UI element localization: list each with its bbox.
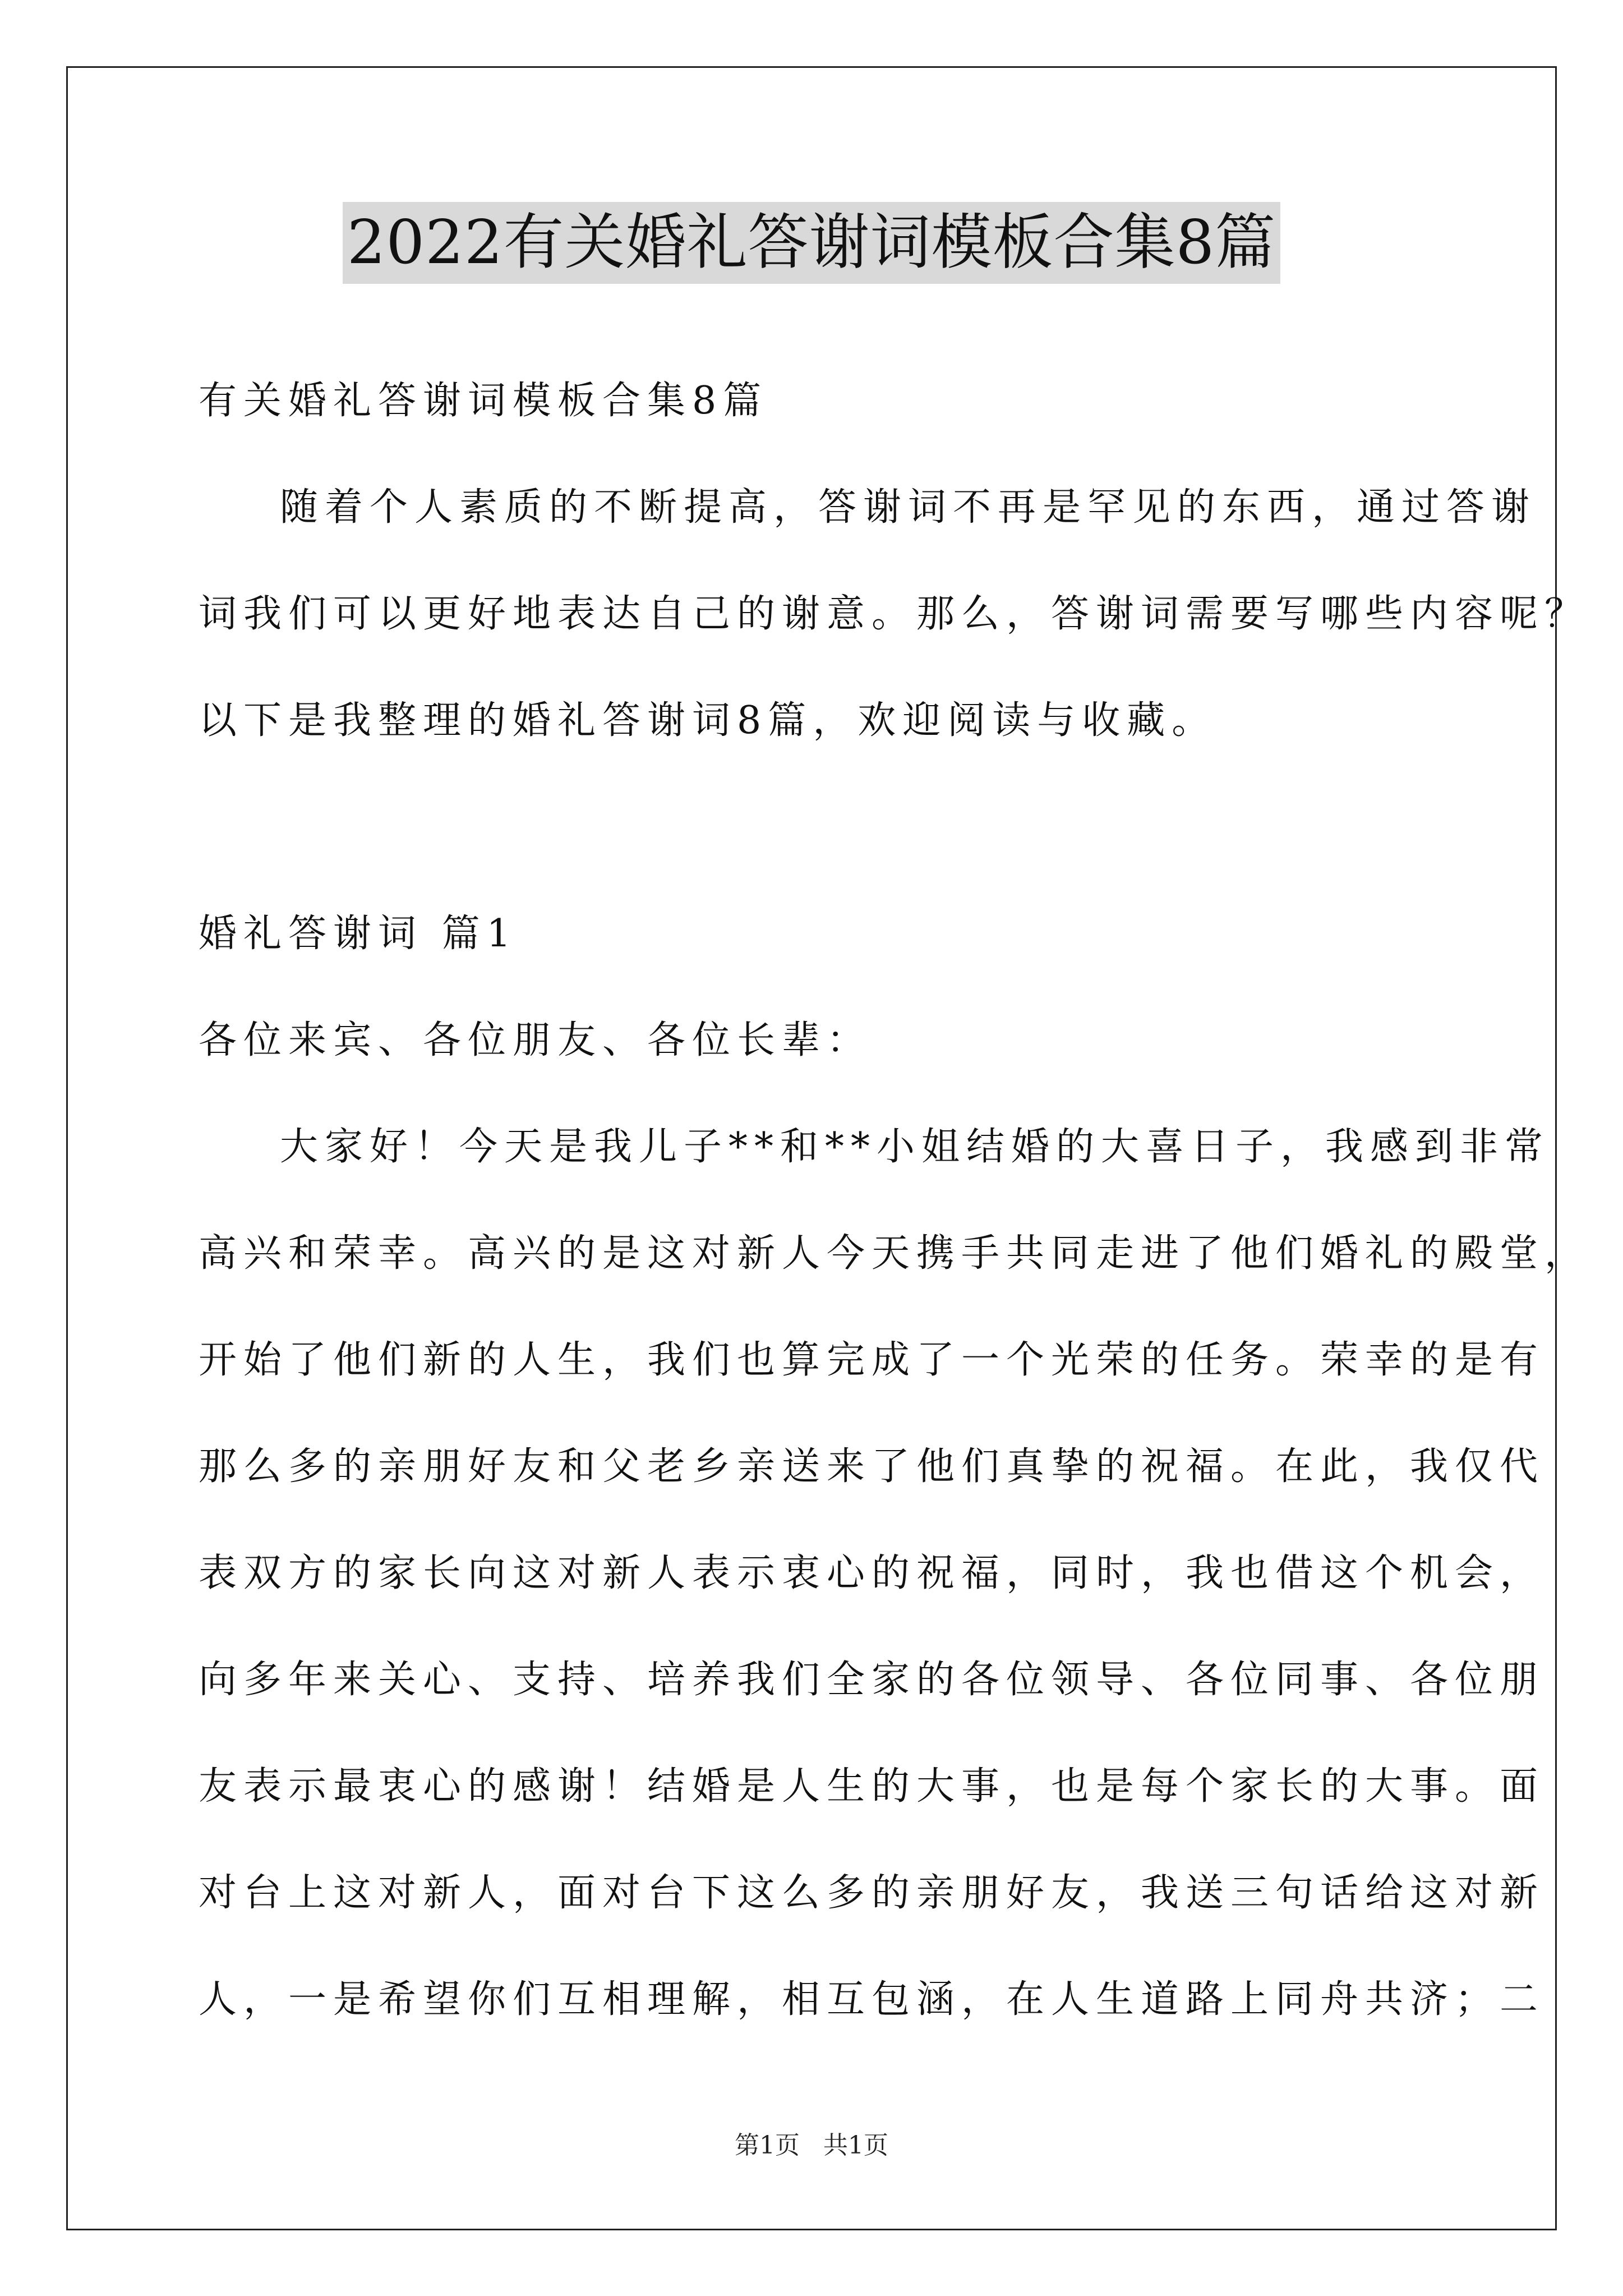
body-line: 向多年来关心、支持、培养我们全家的各位领导、各位同事、各位朋 [199, 1658, 1545, 1702]
document-body [199, 348, 1590, 2053]
intro-line: 随着个人素质的不断提高，答谢词不再是罕见的东西，通过答谢 [280, 485, 1537, 530]
page-number-total: 共1页 [823, 2131, 888, 2160]
body-line: 开始了他们新的人生，我们也算完成了一个光荣的任务。荣幸的是有 [199, 1338, 1545, 1382]
body-line: 人，一是希望你们互相理解，相互包涵，在人生道路上同舟共济；二 [199, 1977, 1545, 2022]
document-subtitle: 有关婚礼答谢词模板合集8篇 [199, 379, 768, 423]
intro-line: 词我们可以更好地表达自己的谢意。那么，答谢词需要写哪些内容呢？ [199, 592, 1590, 636]
page-number-current: 第1页 [735, 2131, 800, 2160]
body-line: 表双方的家长向这对新人表示衷心的祝福，同时，我也借这个机会， [199, 1551, 1545, 1595]
page-footer [0, 2129, 1623, 2162]
salutation: 各位来宾、各位朋友、各位长辈： [199, 1018, 872, 1062]
body-line: 那么多的亲朋好友和父老乡亲送来了他们真挚的祝福。在此，我仅代 [199, 1444, 1545, 1489]
paragraph-gap [199, 774, 1472, 881]
document-title: 2022有关婚礼答谢词模板合集8篇 [343, 202, 1281, 284]
title-container [0, 202, 1623, 284]
intro-line: 以下是我整理的婚礼答谢词8篇，欢迎阅读与收藏。 [199, 698, 1217, 743]
body-line: 高兴和荣幸。高兴的是这对新人今天携手共同走进了他们婚礼的殿堂， [199, 1231, 1590, 1276]
section-heading: 婚礼答谢词 篇1 [199, 912, 518, 956]
body-line: 友表示最衷心的感谢！结婚是人生的大事，也是每个家长的大事。面 [199, 1764, 1545, 1809]
body-line: 大家好！今天是我儿子**和**小姐结婚的大喜日子，我感到非常 [280, 1125, 1550, 1169]
body-line: 对台上这对新人，面对台下这么多的亲朋好友，我送三句话给这对新 [199, 1871, 1545, 1915]
